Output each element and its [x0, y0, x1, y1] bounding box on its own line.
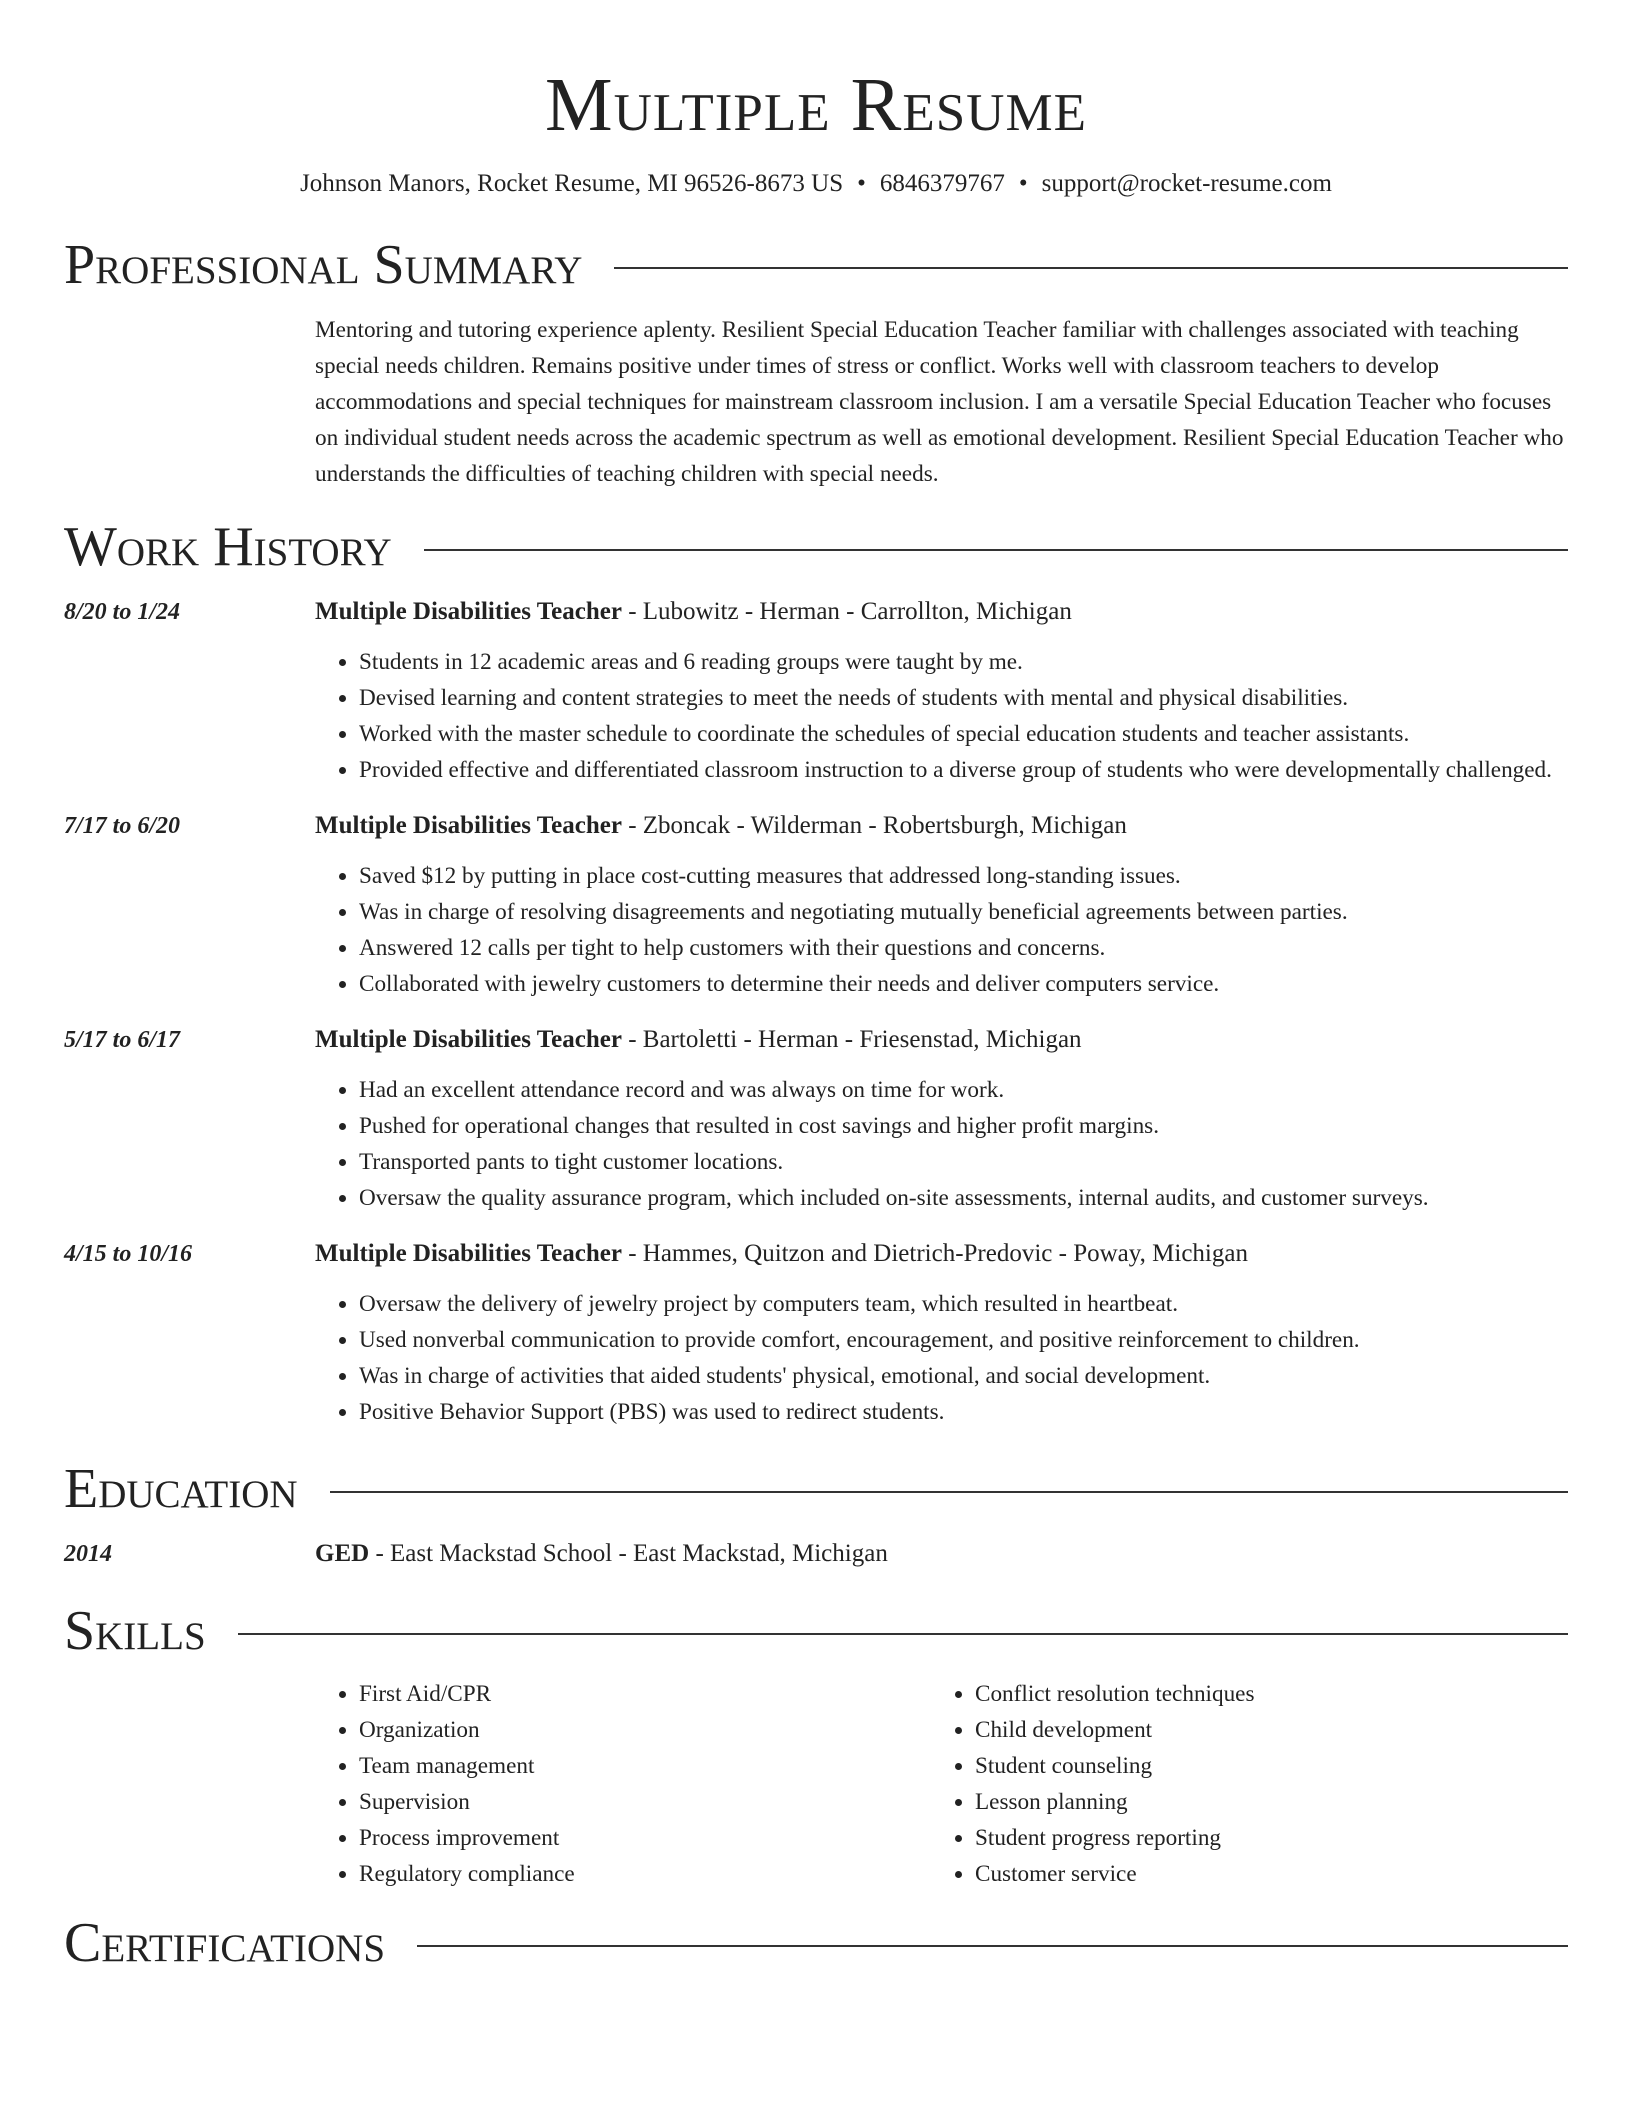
separator: •	[1018, 170, 1028, 197]
skill-item: • Team management	[359, 1748, 931, 1784]
job-bullets	[315, 1072, 1568, 1216]
job-employer: - Hammes, Quitzon and Dietrich-Predovic - Poway, Michigan	[621, 1240, 1248, 1267]
job-employer: - Zboncak - Wilderman - Robertsburgh, Michigan	[621, 812, 1127, 839]
job-title: Multiple Disabilities Teacher	[315, 1240, 622, 1267]
job-bullet: • Was in charge of resolving disagreements and negotiating mutually beneficial agreements between parties.	[359, 894, 1568, 930]
skill-item: • Student progress reporting	[975, 1820, 1547, 1856]
job-bullet: • Answered 12 calls per tight to help customers with their questions and concerns.	[359, 930, 1568, 966]
job-dates: 8/20 to 1/24	[64, 599, 181, 625]
section-title: Skills	[64, 1600, 206, 1662]
job-dates: 4/15 to 10/16	[64, 1241, 193, 1267]
education-year: 2014	[64, 1541, 112, 1567]
education-heading	[64, 1458, 1568, 1520]
job-body	[315, 808, 1568, 1002]
separator: •	[857, 170, 866, 197]
skill-item: • Supervision	[359, 1784, 931, 1820]
certifications-heading	[64, 1912, 1568, 1974]
job-title-line	[315, 1236, 1568, 1272]
section-title: Professional Summary	[64, 234, 583, 296]
section-title: Education	[64, 1458, 298, 1520]
skill-item: • Process improvement	[359, 1820, 931, 1856]
education-school: - East Mackstad School - East Mackstad, Michigan	[369, 1540, 888, 1567]
job-bullet: • Oversaw the delivery of jewelry project by computers team, which resulted in heartbeat.	[359, 1286, 1568, 1322]
job-bullet: • Collaborated with jewelry customers to determine their needs and deliver computers service.	[359, 966, 1568, 1002]
job-title-line	[315, 1022, 1568, 1058]
summary-section-heading	[64, 234, 1568, 296]
skill-item: • Lesson planning	[975, 1784, 1547, 1820]
job-bullets	[315, 1286, 1568, 1430]
education-entry	[64, 1536, 1568, 1572]
skills-list	[315, 1676, 1568, 1892]
resume-page	[64, 0, 1568, 1974]
skill-item: • Child development	[975, 1712, 1547, 1748]
job-bullet: • Saved $12 by putting in place cost-cutting measures that addressed long-standing issues.	[359, 858, 1568, 894]
job-bullet: • Was in charge of activities that aided students' physical, emotional, and social development.	[359, 1358, 1568, 1394]
section-divider	[424, 549, 1568, 551]
job-bullet: • Used nonverbal communication to provide comfort, encouragement, and positive reinforcement to children.	[359, 1322, 1568, 1358]
section-divider	[417, 1945, 1568, 1947]
skill-item: • Organization	[359, 1712, 931, 1748]
job-bullet: • Had an excellent attendance record and was always on time for work.	[359, 1072, 1568, 1108]
job-title: Multiple Disabilities Teacher	[315, 598, 622, 625]
candidate-name: Multiple Resume	[545, 63, 1087, 147]
job-title-line	[315, 808, 1568, 844]
job-bullet: • Devised learning and content strategies to meet the needs of students with mental and physical disabilities.	[359, 680, 1568, 716]
job-employer: - Bartoletti - Herman - Friesenstad, Michigan	[621, 1026, 1082, 1053]
education-line	[315, 1536, 1568, 1572]
job-bullets	[315, 644, 1568, 788]
address: Johnson Manors, Rocket Resume, MI 96526-8673 US	[300, 170, 844, 197]
job-title: Multiple Disabilities Teacher	[315, 812, 622, 839]
job-title: Multiple Disabilities Teacher	[315, 1026, 622, 1053]
job-bullet: • Pushed for operational changes that resulted in cost savings and higher profit margins.	[359, 1108, 1568, 1144]
job-title-line	[315, 594, 1568, 630]
section-title: Certifications	[64, 1912, 386, 1974]
job-body	[315, 1236, 1568, 1430]
skills-column-left	[315, 1676, 931, 1892]
email-link[interactable]: support@rocket-resume.com	[1041, 170, 1332, 197]
section-divider	[238, 1633, 1568, 1635]
job-entry	[64, 808, 1568, 1002]
contact-line	[64, 168, 1568, 200]
skills-column-right	[931, 1676, 1547, 1892]
job-bullet: • Students in 12 academic areas and 6 reading groups were taught by me.	[359, 644, 1568, 680]
job-entry	[64, 1236, 1568, 1430]
skill-item: • Student counseling	[975, 1748, 1547, 1784]
work-history-heading	[64, 516, 1568, 578]
job-entry	[64, 1022, 1568, 1216]
summary-text: Mentoring and tutoring experience aplenty. Resilient Special Education Teacher familiar with challenges associated with teaching special needs children. Remains positive under times of stress or conflict. Works well with classroom teachers to develop accommodations and special techniques for mainstream classroom inclusion. I am a versatile Special Education Teacher who focuses on individual student needs across the academic spectrum as well as emotional development. Resilient Special Education Teacher who understands the difficulties of teaching children with special needs.	[315, 317, 1564, 487]
skill-item: • Customer service	[975, 1856, 1547, 1892]
skill-item: • Regulatory compliance	[359, 1856, 931, 1892]
skill-item: • Conflict resolution techniques	[975, 1676, 1547, 1712]
job-bullet: • Positive Behavior Support (PBS) was used to redirect students.	[359, 1394, 1568, 1430]
section-divider	[614, 267, 1568, 269]
section-divider	[330, 1491, 1568, 1493]
job-body	[315, 1022, 1568, 1216]
job-dates: 7/17 to 6/20	[64, 813, 181, 839]
skill-item: • First Aid/CPR	[359, 1676, 931, 1712]
job-entry	[64, 594, 1568, 788]
job-employer: - Lubowitz - Herman - Carrollton, Michigan	[621, 598, 1072, 625]
phone: 6846379767	[879, 170, 1005, 197]
job-bullet: • Transported pants to tight customer locations.	[359, 1144, 1568, 1180]
job-bullet: • Oversaw the quality assurance program, which included on-site assessments, internal audits, and customer surveys.	[359, 1180, 1568, 1216]
job-bullets	[315, 858, 1568, 1002]
job-body	[315, 594, 1568, 788]
job-dates: 5/17 to 6/17	[64, 1027, 181, 1053]
skills-heading	[64, 1600, 1568, 1662]
job-bullet: • Worked with the master schedule to coordinate the schedules of special education students and teacher assistants.	[359, 716, 1568, 752]
education-body	[315, 1536, 1568, 1572]
education-degree: GED	[315, 1540, 370, 1567]
job-bullet: • Provided effective and differentiated classroom instruction to a diverse group of students who were developmentally challenged.	[359, 752, 1568, 788]
section-title: Work History	[64, 516, 392, 578]
